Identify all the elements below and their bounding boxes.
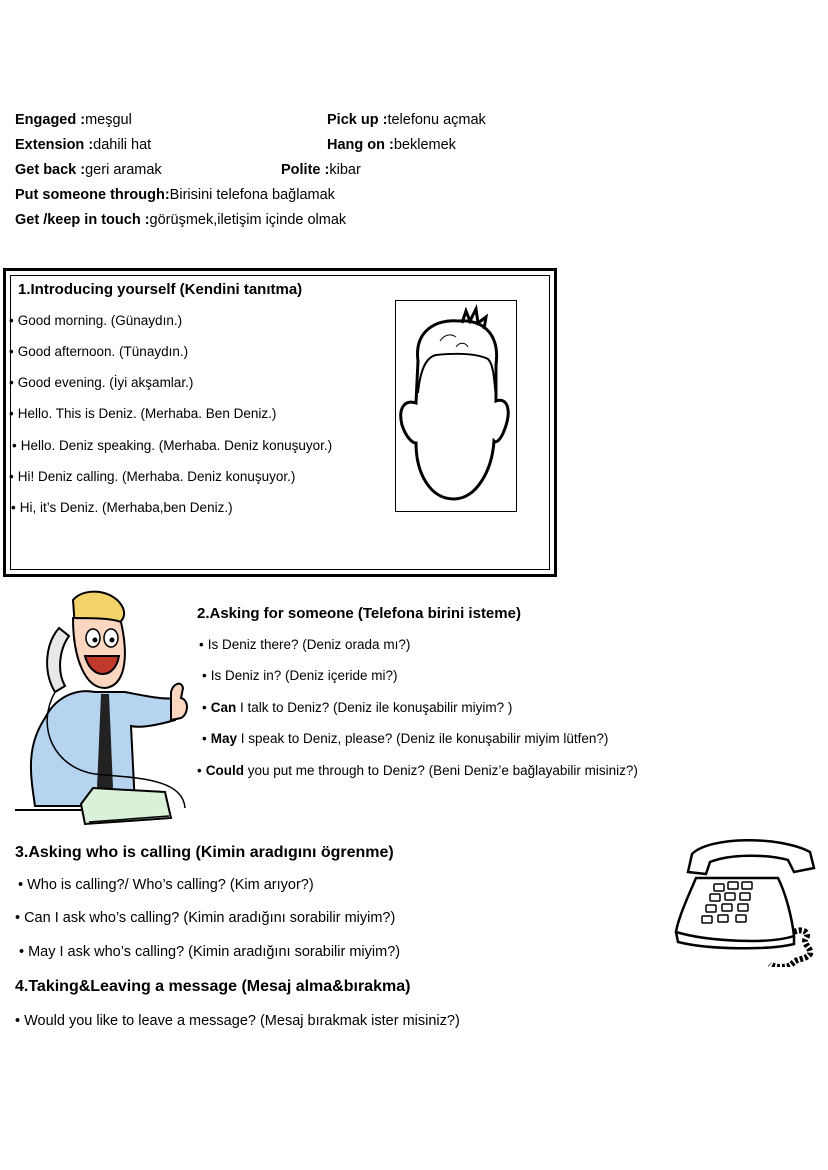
vocab-meaning: geri aramak xyxy=(85,162,162,178)
bullet: • xyxy=(12,438,17,453)
item-text: Hello. Deniz speaking. (Merhaba. Deniz konuşuyor.) xyxy=(20,438,333,453)
vocab-term: Polite : xyxy=(281,162,330,178)
vocab-hang-on xyxy=(327,137,456,153)
vocab-term: Get back : xyxy=(15,162,86,178)
item-bold: Can xyxy=(210,700,237,715)
telephone-icon xyxy=(670,832,825,967)
list-item xyxy=(197,763,638,778)
list-item xyxy=(19,944,400,960)
item-text: Hi, it’s Deniz. (Merhaba,ben Deniz.) xyxy=(19,500,233,515)
bullet: • xyxy=(202,700,207,715)
vocab-meaning: Birisini telefona bağlamak xyxy=(169,187,335,203)
vocab-keep-in-touch xyxy=(15,212,346,228)
item-text: Would you like to leave a message? (Mesaj bırakmak ister misiniz?) xyxy=(24,1013,460,1029)
bullet: • xyxy=(9,313,14,328)
bullet: • xyxy=(9,344,14,359)
item-text: I speak to Deniz, please? (Deniz ile konuşabilir miyim lütfen?) xyxy=(237,731,609,746)
list-item xyxy=(202,668,398,683)
list-item xyxy=(15,1013,460,1029)
vocab-term: Extension : xyxy=(15,137,94,153)
vocab-meaning: kibar xyxy=(329,162,361,178)
list-item xyxy=(199,637,410,652)
item-text: Good morning. (Günaydın.) xyxy=(17,313,183,328)
section2-heading: 2.Asking for someone (Telefona birini isteme) xyxy=(197,605,521,622)
vocab-pick-up xyxy=(327,112,486,128)
item-text: Good evening. (İyi akşamlar.) xyxy=(17,375,194,390)
bullet: • xyxy=(9,469,14,484)
vocab-get-back xyxy=(15,162,162,178)
vocab-term: Pick up : xyxy=(327,112,388,128)
vocab-term: Hang on : xyxy=(327,137,394,153)
bullet: • xyxy=(15,910,21,926)
item-text: Good afternoon. (Tünaydın.) xyxy=(17,344,189,359)
list-item xyxy=(9,469,295,484)
section4-heading: 4.Taking&Leaving a message (Mesaj alma&bırakma) xyxy=(15,978,411,995)
bullet: • xyxy=(9,375,14,390)
item-bold: Could xyxy=(205,763,244,778)
list-item xyxy=(202,731,608,746)
bullet: • xyxy=(202,731,207,746)
vocab-meaning: meşgul xyxy=(85,112,132,128)
vocab-term: Get /keep in touch : xyxy=(15,212,150,228)
list-item xyxy=(9,313,182,328)
item-text: Can I ask who’s calling? (Kimin aradığını sorabilir miyim?) xyxy=(24,910,396,926)
bullet: • xyxy=(15,1013,21,1029)
item-text: Who is calling?/ Who’s calling? (Kim arıyor?) xyxy=(27,877,314,893)
bullet: • xyxy=(11,500,16,515)
item-text: Is Deniz in? (Deniz içeride mi?) xyxy=(210,668,398,683)
list-item xyxy=(18,877,314,893)
vocab-meaning: görüşmek,iletişim içinde olmak xyxy=(149,212,347,228)
section3-heading: 3.Asking who is calling (Kimin aradıgını ögrenme) xyxy=(15,844,394,861)
item-text: Hi! Deniz calling. (Merhaba. Deniz konuşuyor.) xyxy=(17,469,296,484)
bullet: • xyxy=(19,944,25,960)
item-text: Is Deniz there? (Deniz orada mı?) xyxy=(207,637,411,652)
list-item xyxy=(9,375,193,390)
vocab-meaning: dahili hat xyxy=(93,137,152,153)
vocab-extension xyxy=(15,137,151,153)
list-item xyxy=(9,406,276,421)
section1-heading: 1.Introducing yourself (Kendini tanıtma) xyxy=(18,281,303,298)
item-text: you put me through to Deniz? (Beni Deniz’e bağlayabilir misiniz?) xyxy=(243,763,638,778)
item-bold: May xyxy=(210,731,237,746)
item-text: I talk to Deniz? (Deniz ile konuşabilir miyim? ) xyxy=(236,700,513,715)
face-illustration-frame xyxy=(395,300,517,512)
vocab-engaged xyxy=(15,112,132,128)
vocab-meaning: beklemek xyxy=(393,137,456,153)
vocab-term: Put someone through: xyxy=(15,187,170,203)
list-item xyxy=(11,500,233,515)
list-item xyxy=(202,700,512,715)
vocab-polite xyxy=(281,162,361,178)
bullet: • xyxy=(202,668,207,683)
item-text: May I ask who’s calling? (Kimin aradığını sorabilir miyim?) xyxy=(28,944,401,960)
bullet: • xyxy=(18,877,24,893)
item-text: Hello. This is Deniz. (Merhaba. Ben Deniz.) xyxy=(17,406,277,421)
vocab-term: Engaged : xyxy=(15,112,86,128)
vocab-put-through xyxy=(15,187,335,203)
bullet: • xyxy=(197,763,202,778)
face-outline-icon xyxy=(396,301,516,511)
list-item xyxy=(15,910,395,926)
bullet: • xyxy=(9,406,14,421)
bullet: • xyxy=(199,637,204,652)
list-item xyxy=(9,344,188,359)
list-item xyxy=(12,438,332,453)
man-on-phone-illustration xyxy=(15,588,190,838)
vocab-meaning: telefonu açmak xyxy=(387,112,486,128)
